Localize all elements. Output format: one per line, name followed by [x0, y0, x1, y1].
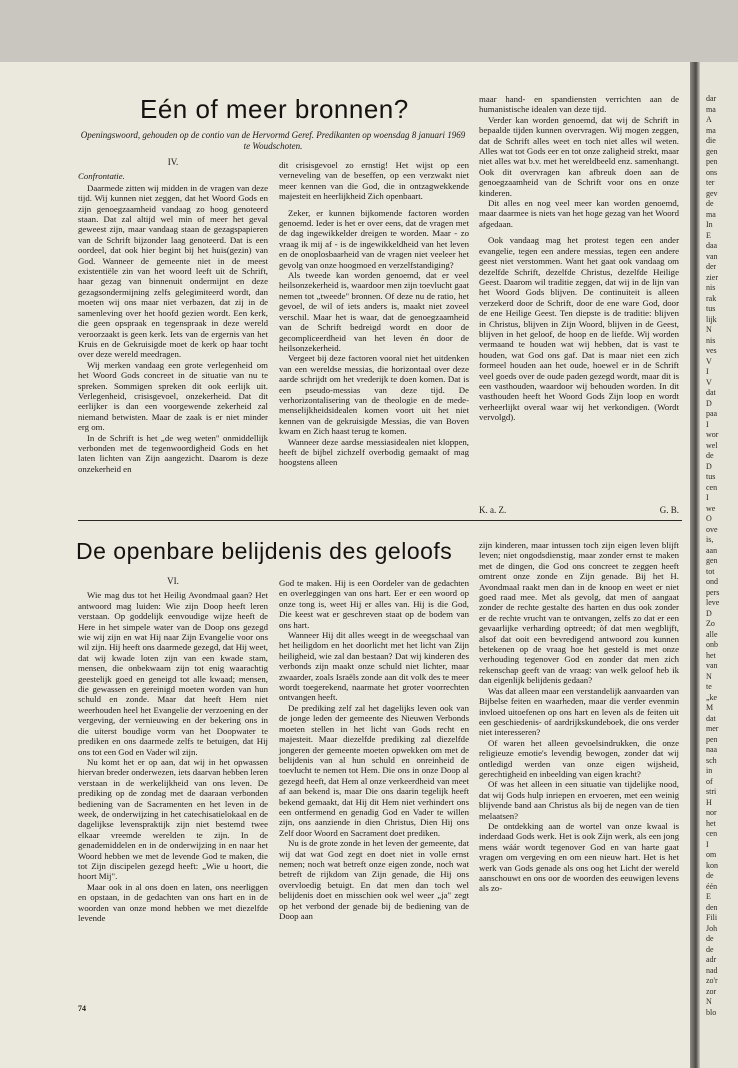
paragraph: Of waren het alleen gevoelsindrukken, die onze religieuze emotie's levendig bewogen, zonder dat wij ontledigd werden van onze eigen wijsheid, gerechtigheid en inbeelding van eigen kracht?	[479, 737, 679, 779]
adjacent-page-fragment: der	[706, 262, 717, 271]
adjacent-page-fragment: daa	[706, 241, 718, 250]
adjacent-page-fragment: cen	[706, 829, 718, 838]
adjacent-page-fragment: de	[706, 934, 714, 943]
adjacent-page-fragment: Joh	[706, 923, 718, 933]
adjacent-page-fragment: Fili	[706, 913, 718, 922]
adjacent-page-fragment: dat	[706, 388, 716, 397]
adjacent-page-fragment: M	[706, 703, 714, 712]
adjacent-page-fragment: tot	[706, 566, 715, 576]
paragraph: God te maken. Hij is een Oordeler van de gedachten en overleggingen van ons hart. Eer er een woord op onze tong is, weet Hij er alles van. Hij is die God, Die keest wat er geschreven staat op de bodem van ons hart.	[279, 578, 469, 630]
article1-title: Eén of meer bronnen?	[140, 94, 409, 124]
page-number: 74	[78, 1004, 86, 1013]
adjacent-page-fragment: rak	[706, 293, 717, 303]
signature-left: K. a. Z.	[479, 505, 507, 515]
paragraph: Wanneer Hij dit alles weegt in de weegschaal van het heiligdom en het doorlicht met het licht van Zijn heiligheid, wie zal dan bestaan? Dat wij kinderen des verbonds zijn maakt onze schuld niet lichter, maar zwaarder, zoals Israëls zonde aan dit volk des te meer wordt toegerekend, naarmate het groter voorrechten ontvangen heeft.	[279, 630, 469, 703]
paragraph: dit crisisgevoel zo ernstig! Het wijst op een verneveling van de beseffen, op een verzwakt niet meer kennen van die God, die in ontzagwekkende majesteit en heerlijkheid Zich openbaart.	[279, 160, 469, 202]
adjacent-page-fragment: H	[706, 797, 712, 807]
adjacent-page-fragment: of	[706, 776, 713, 786]
adjacent-page-fragment: ond	[706, 577, 718, 586]
article2-title: De openbare belijdenis des geloofs	[76, 538, 453, 564]
adjacent-page-edge	[700, 62, 738, 1068]
adjacent-page-fragment: wor	[706, 430, 719, 439]
adjacent-page-fragment: ves	[706, 346, 717, 355]
adjacent-page-fragment: I	[706, 493, 709, 502]
adjacent-page-fragment: D	[706, 608, 712, 618]
paragraph: Nu is de grote zonde in het leven der gemeente, dat wij dat wat God zegt en doet niet in volle ernst nemen; noch wat betreft onze eigen zonde, noch wat betreft de rijkdom van Zijn genade, die Hij ons overvloedig betuigt. En dat men dan toch wel belijdenis doet en misschien ook wel weer „ja" zegt op het verbond der genade bij de bediening van de Doop aan	[279, 838, 469, 921]
paragraph: Dit alles en nog veel meer kan worden genoemd, maar daarmee is niets van het hoge gezag van het Woord afgedaan.	[479, 198, 679, 229]
adjacent-page-fragment: nad	[706, 965, 718, 975]
paragraph: Als tweede kan worden genoemd, dat er veel heilsonzekerheid is, waardoor men zijn toevlucht gaat nemen tot „tweede" bronnen. Of deze nu de ratio, het gevoel, de wil of iets anders is, maakt niet zoveel verschil. Maar het is waar, dat de genoegzaamheid van de Schrift bedreigd wordt en door de gecompliceerdheid van het leven én door de heilsonzekerheid.	[279, 270, 469, 353]
adjacent-page-fragment: I	[706, 839, 709, 849]
paragraph: Ook vandaag mag het protest tegen een ander evangelie, tegen een andere messias, tegen een andere geest niet verstommen. Want het gaat ook vandaag om dezelfde Schrift, dezelfde Christus, dezelfde Heilige Geest. Daarom wil traditie zeggen, dat wij in de lijn van het Woord Gods blijven. De continuiteit is alleen verzekerd door de Schrift, door de ene ware God, door de ene Heilige Geest. Ten diepste is de traditie: blijven in Christus, blijven in Zijn Woord, blijven in de Geest, blijven in het geloof, de hoop en de liefde. Wij worden vermaand te houden wat wij hebben, dat is vast te houden, wat God ons gaf. Dat is maar niet een zich formeel houden aan het oude, hoewel er in de Schrift veel goeds over de oude paden gezegd wordt, maar dit is een vasthouden, waardoor wij behouden worden. In dit vasthouden heeft het Woord Gods Zijn loop en wordt verheerlijkt overal waar wij het verkondigen. (Wordt vervolgd).	[479, 235, 679, 423]
paragraph: Vergeet bij deze factoren vooral niet het uitdenken van een wereldse messias, die horizontaal over deze aarde schrijdt om het vrederijk te doen komen. Dat is een pseudo-messias van deze tijd. De verhorizontalisering van de theologie en de mede-menselijkheidsidealen komen voort uit het niet kennen van de gekruisigde Messias, die van Boven kwam en Zich haast terug te komen.	[279, 353, 469, 437]
adjacent-page-fragment: stri	[706, 787, 717, 796]
adjacent-page-fragment: D	[706, 398, 712, 408]
adjacent-page-fragment: pen	[706, 157, 718, 166]
paragraph: In de Schrift is het „de weg weten" onmiddellijk verbonden met de tegenwoordigheid Gods en het laten lichten van Zijn aangezicht. Daarom is deze onzekerheid en	[78, 432, 268, 474]
adjacent-page-fragment: van	[706, 251, 718, 261]
adjacent-page-fragment: pers	[706, 587, 720, 597]
adjacent-page-fragment: aan	[706, 545, 718, 555]
adjacent-page-fragment: V	[706, 377, 712, 387]
adjacent-page-fragment: sch	[706, 755, 717, 765]
adjacent-page-fragment: In	[706, 220, 713, 229]
adjacent-page-fragment: tus	[706, 304, 716, 313]
adjacent-page-fragment: O	[706, 514, 712, 523]
adjacent-page-fragment: E	[706, 230, 711, 240]
paragraph: De prediking zelf zal het dagelijks leven ook van de jonge leden der gemeente des Nieuwen Verbonds moeten stellen in het licht van Gods recht en majesteit. Maar diezelfde prediking zal diezelfde jongeren der gemeente moeten opwekken om met de belijdenis van al hun schuld en onreinheid de toevlucht te nemen tot Hem. Die ons in onze Doop al gezegd heeft, dat Hem al onze verkeerdheid van meet af aan bekend is, maar Die ons daarin tegelijk heeft bekend gemaakt, dat Hij dit Hem niet verhindert ons een ontfermend en genadig God en Vader te willen zijn, ons aanziende in dien Christus, Dien Hij ons Zelf door Woord en Sacrament doet prediken.	[279, 702, 469, 838]
adjacent-page-fragment: dat	[706, 713, 716, 723]
adjacent-page-fragment: van	[706, 661, 718, 670]
adjacent-page-fragment: die	[706, 136, 716, 145]
adjacent-page-fragment: om	[706, 850, 717, 859]
paragraph: Wanneer deze aardse messiasidealen niet kloppen, heeft de bijbel zichzelf overbodig gemaakt of mag hoogstens alleen	[279, 436, 469, 468]
adjacent-page-fragment: den	[706, 902, 718, 912]
article1-heading: Confrontatie.	[78, 171, 125, 182]
paragraph: zijn kinderen, maar intussen toch zijn eigen leven blijft leven; niet ongodsdienstig, maar zonder ernst te maken met de dingen, die God ons concreet te zeggen heeft omtrent onze zonde en Zijn genade. Bij het H. Avondmaal raakt men dan in de knoop en weet er niet goed raad mee. Met als gevolg, dat men of aangaat zonder de rechte gestalte des harten en dus ook zonder er de rechte vrucht van te ontvangen, zelfs zo dat er een gevaarlijke verharding optreedt; òf dat men wegblijft, alsof dat ooit een bevredigend antwoord zou kunnen betekenen op de vraag hoe het gesteld is met onze verhouding tegenover God en zonder dat men zich rekenschap geeft van de vraag: van welk geloof heb ik dan eigenlijk belijdenis gedaan?	[479, 540, 679, 686]
adjacent-page-fragment: alle	[706, 629, 718, 639]
adjacent-page-fragment: adr	[706, 955, 717, 964]
adjacent-page-fragment: zor	[706, 986, 717, 996]
adjacent-page-fragment: ove	[706, 524, 718, 534]
adjacent-page-fragment: nis	[706, 283, 716, 292]
adjacent-page-fragment: D	[706, 461, 712, 471]
adjacent-page-fragment: wel	[706, 440, 718, 450]
article1-signature	[479, 505, 679, 515]
adjacent-page-fragment: A	[706, 115, 712, 124]
adjacent-page-fragment: het	[706, 818, 716, 828]
adjacent-page-fragment: de	[706, 451, 714, 460]
adjacent-page-fragment: dar	[706, 94, 717, 103]
article2-column-2	[279, 578, 469, 921]
scan-background	[0, 0, 738, 62]
paragraph: Nu komt het er op aan, dat wij in het opwassen hiervan breder onderwezen, iets daarvan hebben leren verstaan in de werkelijkheid van ons leven. De prediking op de zondag met de daaraan verbonden bediening van de Sacramenten en het leven in de week, de onderwijzing in het catechisatielokaal en de dagelijkse levenspraktijk zijn niet bestemd twee elkaar vreemde werelden te zijn. In de genademiddelen en in de onderwijzing in en naar het Woord hebben we met de levende God te maken, die tot Zijn discipelen gezegd heeft: „Wie u hoort, die hoort Mij".	[78, 756, 268, 882]
adjacent-page-fragment: E	[706, 892, 711, 901]
adjacent-page-fragment: I	[706, 419, 709, 429]
adjacent-page-fragment: gev	[706, 188, 718, 198]
adjacent-page-fragment: nis	[706, 335, 716, 345]
adjacent-page-fragment: N	[706, 997, 712, 1006]
adjacent-page-fragment: is,	[706, 535, 714, 544]
adjacent-page-fragment: we	[706, 503, 716, 513]
article2-section-number: VI.	[167, 576, 179, 586]
adjacent-page-fragment: ter	[706, 178, 715, 187]
adjacent-page-fragment: ma	[706, 104, 716, 114]
article1-column-1	[78, 157, 268, 474]
paragraph: De ontdekking aan de wortel van onze kwaal is inderdaad Gods werk. Het is ook Zijn werk, als een jong mens wáár wordt tegenover God en van harte gaat vragen om vergeving en om een nieuw hart. Het is het werk van Gods genade als ons oog het Licht der wereld aanschouwt en ons oor de woorden des eeuwigen levens als zo-	[479, 820, 679, 894]
adjacent-page-fragment: Zo	[706, 619, 715, 628]
adjacent-page-fragment: de	[706, 944, 714, 954]
paragraph: Wij merken vandaag een grote verlegenheid om het Woord Gods concreet in de situatie van nu te spreken. Sommigen spreken dit ook eerlijk uit. Verlegenheid, crisisgevoel, onzekerheid. Dat dit eerlijker is dan een voorgewende zekerheid zal niemand betwisten. Maar de zaak is er niet minder erg om.	[78, 359, 268, 433]
adjacent-page-fragment: I	[706, 367, 709, 376]
paragraph: Of was het alleen in een situatie van tijdelijke nood, dat wij Gods hulp inriepen en ervoeren, met een weinig blijvende band aan Christus als bij de negen van de tien melaatsen?	[479, 779, 679, 821]
adjacent-page-fragment: kon	[706, 860, 718, 870]
adjacent-page-fragment: V	[706, 356, 712, 366]
adjacent-page-fragment: mer	[706, 724, 719, 733]
adjacent-page-fragment: „ke	[706, 692, 718, 702]
adjacent-page-fragment: ma	[706, 209, 716, 219]
article1-column-3	[479, 94, 679, 423]
adjacent-page-fragment: de	[706, 871, 714, 880]
adjacent-page-text-top	[700, 94, 718, 220]
article1-subtitle: Openingswoord, gehouden op de contio van de Hervormd Geref. Predikanten op woensdag 8 januari 1969 te Woudschoten.	[80, 130, 466, 151]
adjacent-page-fragment: leve	[706, 598, 720, 607]
adjacent-page-fragment: naa	[706, 745, 718, 754]
adjacent-page-fragment: lijk	[706, 314, 717, 324]
article2-column-1	[78, 576, 268, 923]
adjacent-page-fragment: ma	[706, 125, 716, 135]
paragraph: Was dat alleen maar een verstandelijk aanvaarden van Bijbelse feiten en waarheden, maar die verder evenmin invloed uitoefenen op ons hart en leven als de feiten uit een geschiedenis- of aardrijkskundeboek, die ons verder niet interesseren?	[479, 685, 679, 738]
adjacent-page-fragment: één	[706, 881, 718, 891]
section-divider	[78, 520, 682, 521]
article1-column-2	[279, 160, 469, 468]
paragraph: maar hand- en spandiensten verrichten aan de humanistische idealen van deze tijd.	[479, 94, 679, 115]
adjacent-page-fragment: cen	[706, 482, 718, 492]
paragraph: Wie mag dus tot het Heilig Avondmaal gaan? Het antwoord mag luiden: Wie zijn Doop heeft leren verstaan. Op goddelijk eenvoudige wijze heeft de Here in het simpele water van de Doop ons gezegd wie wij zijn en wat Hij naar Zijn Evangelie voor ons wil zijn. Hij heeft ons daarmede gezegd, dat Hij weet, dat wij kwade loten zijn van een kwade stam, mensen, die onbekwaam zijn tot enig waarachtig geestelijk goed en geneigd tot alle kwaad; mensen, die gewassen en gereinigd moeten worden van hun schuld en zonde. Maar dat heeft Hem niet weerhouden heel het Evangelie der verzoening en der vergeving, der vernieuwing en der bekering ons in die uiterst boudige vorm van het Doopwater te prediken en ons daarmede zelfs te betuigen, dat Hij ons tot een God en Vader wil zijn.	[78, 590, 268, 757]
paragraph: Zeker, er kunnen bijkomende factoren worden genoemd. Ieder is het er over eens, dat de vragen met de dag ingewikkelder dreigen te worden. Maar - zo vraag ik mij af - is de ingewikkeldheid van het leven en de onoplosbaarheid van de vragen niet veeleer het gevolg van onze hoogmoed en verzelfstandiging?	[279, 207, 469, 270]
paragraph: Maar ook in al ons doen en laten, ons neerliggen en opstaan, in de gedachten van ons hart en in de woorden van onze mond hebben we met diezelfde levende	[78, 881, 268, 923]
adjacent-page-fragment: paa	[706, 409, 718, 418]
adjacent-page-fragment: te	[706, 682, 712, 691]
adjacent-page-fragment: het	[706, 650, 716, 660]
paragraph: Verder kan worden genoemd, dat wij de Schrift in bepaalde tijden kunnen overvragen. Wij mogen zeggen, dat de Schrift alles weet en toch niet alles wil weten. Alles wat tot Gods eer en tot onze zaligheid strekt, maar niet alles wat b.v. met het wereldbeeld enz. samenhangt. Ook dit overvragen kan afbreuk doen aan de genoegzaamheid van de Schrift voor ons en onze kinderen.	[479, 114, 679, 198]
article1-section-number: IV.	[167, 157, 179, 167]
adjacent-page-fragment: N	[706, 671, 712, 681]
adjacent-page-fragment: de	[706, 199, 714, 208]
adjacent-page-fragment: gen	[706, 146, 718, 156]
adjacent-page-fragment: tus	[706, 472, 716, 481]
adjacent-page-fragment: blo	[706, 1007, 717, 1017]
adjacent-page-fragment: in	[706, 766, 713, 775]
adjacent-page-fragment: ons	[706, 167, 718, 177]
book-gutter	[690, 62, 700, 1068]
adjacent-page-fragment: onb	[706, 640, 718, 649]
adjacent-page-fragment: N	[706, 325, 712, 334]
adjacent-page-fragment: zo'r	[706, 976, 718, 985]
article2-column-3	[479, 540, 679, 894]
adjacent-page-fragment: nor	[706, 808, 717, 817]
signature-right: G. B.	[659, 505, 679, 515]
paragraph: Daarmede zitten wij midden in de vragen van deze tijd. Wij kunnen niet zeggen, dat het Woord Gods en zijn genoegzaamheid vandaag zo hoog genoteerd staan. Dat zal altijd wel min of meer het geval geweest zijn, maar vandaag staan de gezagspapieren van de Schrift bijzonder laag genoteerd. Dat is een oordeel, dat ook hier begint bij het huis(gezin) van God. Wanneer de gemeente niet in de meest existentiële zin van het woord leeft uit de Schrift, haar gezag van binnenuit ondermijnt en deze gezagsondermijning zelfs gelegimiteerd wordt, dan moeten wij ons maar niet verbazen, dat zij in de samenleving over het hoofd gezien wordt. Een kerk, die geen opspraak en tegenspraak in deze wereld veroorzaakt is geen kerk. Iets van de ergernis van het Kruis en de Gekruisigde moet de kerk op haar tocht over deze wereld meedragen.	[78, 182, 268, 360]
adjacent-page-text-bottom	[700, 220, 719, 1018]
adjacent-page-fragment: zier	[706, 272, 718, 282]
adjacent-page-fragment: pen	[706, 734, 718, 744]
adjacent-page-fragment: gen	[706, 556, 718, 565]
